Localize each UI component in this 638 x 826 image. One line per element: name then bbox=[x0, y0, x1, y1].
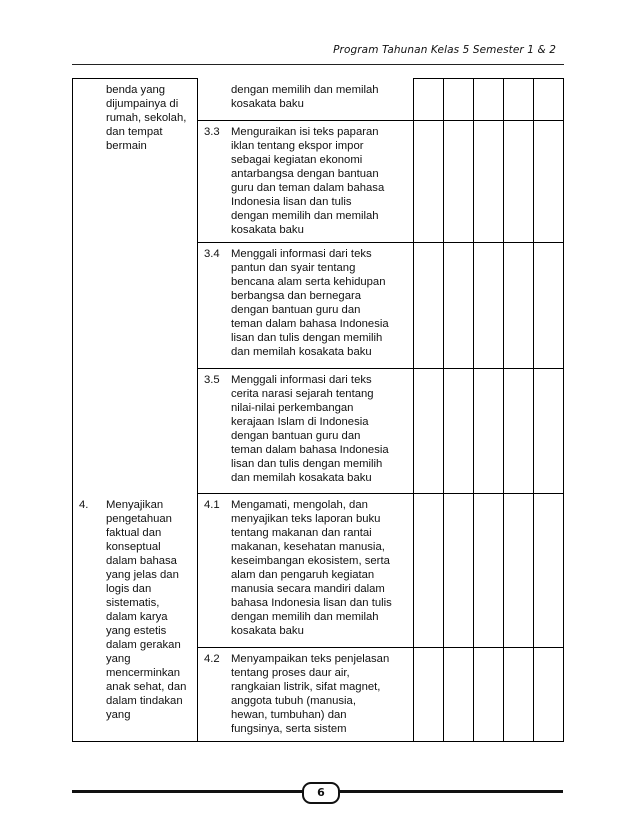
kd-text: Menguraikan isi teks paparan iklan tentang ekspor impor sebagai kegiatan ekonomi antarbangsa dengan bantuan guru dan teman dalam bahasa Indonesia lisan dan tulis dengan memilih dan memilah kosakata baku bbox=[231, 126, 385, 236]
check-cell bbox=[474, 648, 504, 742]
check-cell bbox=[444, 79, 474, 121]
check-cell bbox=[414, 79, 444, 121]
check-cell bbox=[474, 121, 504, 243]
check-cell bbox=[414, 121, 444, 243]
check-cell bbox=[414, 243, 444, 369]
check-cell bbox=[504, 648, 534, 742]
kd-text: Menggali informasi dari teks cerita narasi sejarah tentang nilai-nilai perkembangan kerajaan Islam di Indonesia dengan bantuan guru dan teman dalam bahasa Indonesia lisan dan tulis dengan memilih dan memilah kosakata baku bbox=[231, 374, 389, 484]
kd-cell bbox=[198, 121, 414, 243]
check-cell bbox=[474, 369, 504, 494]
check-cell bbox=[534, 121, 564, 243]
kd-cell bbox=[198, 494, 414, 648]
check-cell bbox=[474, 243, 504, 369]
ki-text: benda yang dijumpainya di rumah, sekolah, dan tempat bermain bbox=[106, 84, 187, 152]
header-rule bbox=[72, 64, 564, 65]
check-cell bbox=[534, 369, 564, 494]
ki-number: 4. bbox=[79, 498, 89, 511]
kd-cell bbox=[198, 648, 414, 742]
check-cell bbox=[534, 79, 564, 121]
check-cell bbox=[474, 79, 504, 121]
ki-cell bbox=[73, 494, 198, 742]
check-cell bbox=[534, 494, 564, 648]
check-cell bbox=[504, 243, 534, 369]
check-cell bbox=[414, 494, 444, 648]
kd-number: 4.2 bbox=[204, 653, 220, 665]
ki-cell bbox=[73, 79, 198, 494]
kd-cell bbox=[198, 243, 414, 369]
kd-text: dengan memilih dan memilah kosakata baku bbox=[231, 83, 379, 110]
program-table bbox=[72, 78, 564, 742]
check-cell bbox=[444, 369, 474, 494]
kd-text: Menyampaikan teks penjelasan tentang proses daur air, rangkaian listrik, sifat magnet, anggota tubuh (manusia, hewan, tumbuhan) dan fungsinya, serta sistem bbox=[231, 653, 390, 735]
kd-number: 4.1 bbox=[204, 499, 220, 511]
check-cell bbox=[534, 243, 564, 369]
kd-number: 3.3 bbox=[204, 126, 220, 138]
check-cell bbox=[504, 79, 534, 121]
kd-text: Mengamati, mengolah, dan menyajikan teks laporan buku tentang makanan dan rantai makanan, kesehatan manusia, keseimbangan ekosistem, serta alam dan pengaruh kegiatan manusia secara mandiri dalam bahasa Indonesia lisan dan tulis dengan memilih dan memilah kosakata baku bbox=[231, 499, 392, 637]
kd-number: 3.5 bbox=[204, 374, 220, 386]
kd-number: 3.4 bbox=[204, 248, 220, 260]
header-title: Program Tahunan Kelas 5 Semester 1 & 2 bbox=[333, 44, 556, 56]
kd-text: Menggali informasi dari teks pantun dan syair tentang bencana alam serta kehidupan berbangsa dan bernegara dengan bantuan guru dan teman dalam bahasa Indonesia lisan dan tulis dengan memilih dan memilah kosakata baku bbox=[231, 248, 389, 358]
check-cell bbox=[534, 648, 564, 742]
check-cell bbox=[504, 494, 534, 648]
check-cell bbox=[444, 121, 474, 243]
check-cell bbox=[414, 369, 444, 494]
check-cell bbox=[414, 648, 444, 742]
check-cell bbox=[444, 648, 474, 742]
check-cell bbox=[444, 243, 474, 369]
kd-cell bbox=[198, 79, 414, 121]
kd-cell bbox=[198, 369, 414, 494]
table-row bbox=[73, 79, 564, 121]
check-cell bbox=[504, 369, 534, 494]
ki-text: Menyajikan pengetahuan faktual dan konseptual dalam bahasa yang jelas dan logis dan sistematis, dalam karya yang estetis dalam gerakan yang mencerminkan anak sehat, dan dalam tindakan yang bbox=[106, 498, 187, 721]
check-cell bbox=[444, 494, 474, 648]
table-row bbox=[73, 494, 564, 648]
check-cell bbox=[474, 494, 504, 648]
check-cell bbox=[504, 121, 534, 243]
page-number: 6 bbox=[302, 782, 340, 804]
